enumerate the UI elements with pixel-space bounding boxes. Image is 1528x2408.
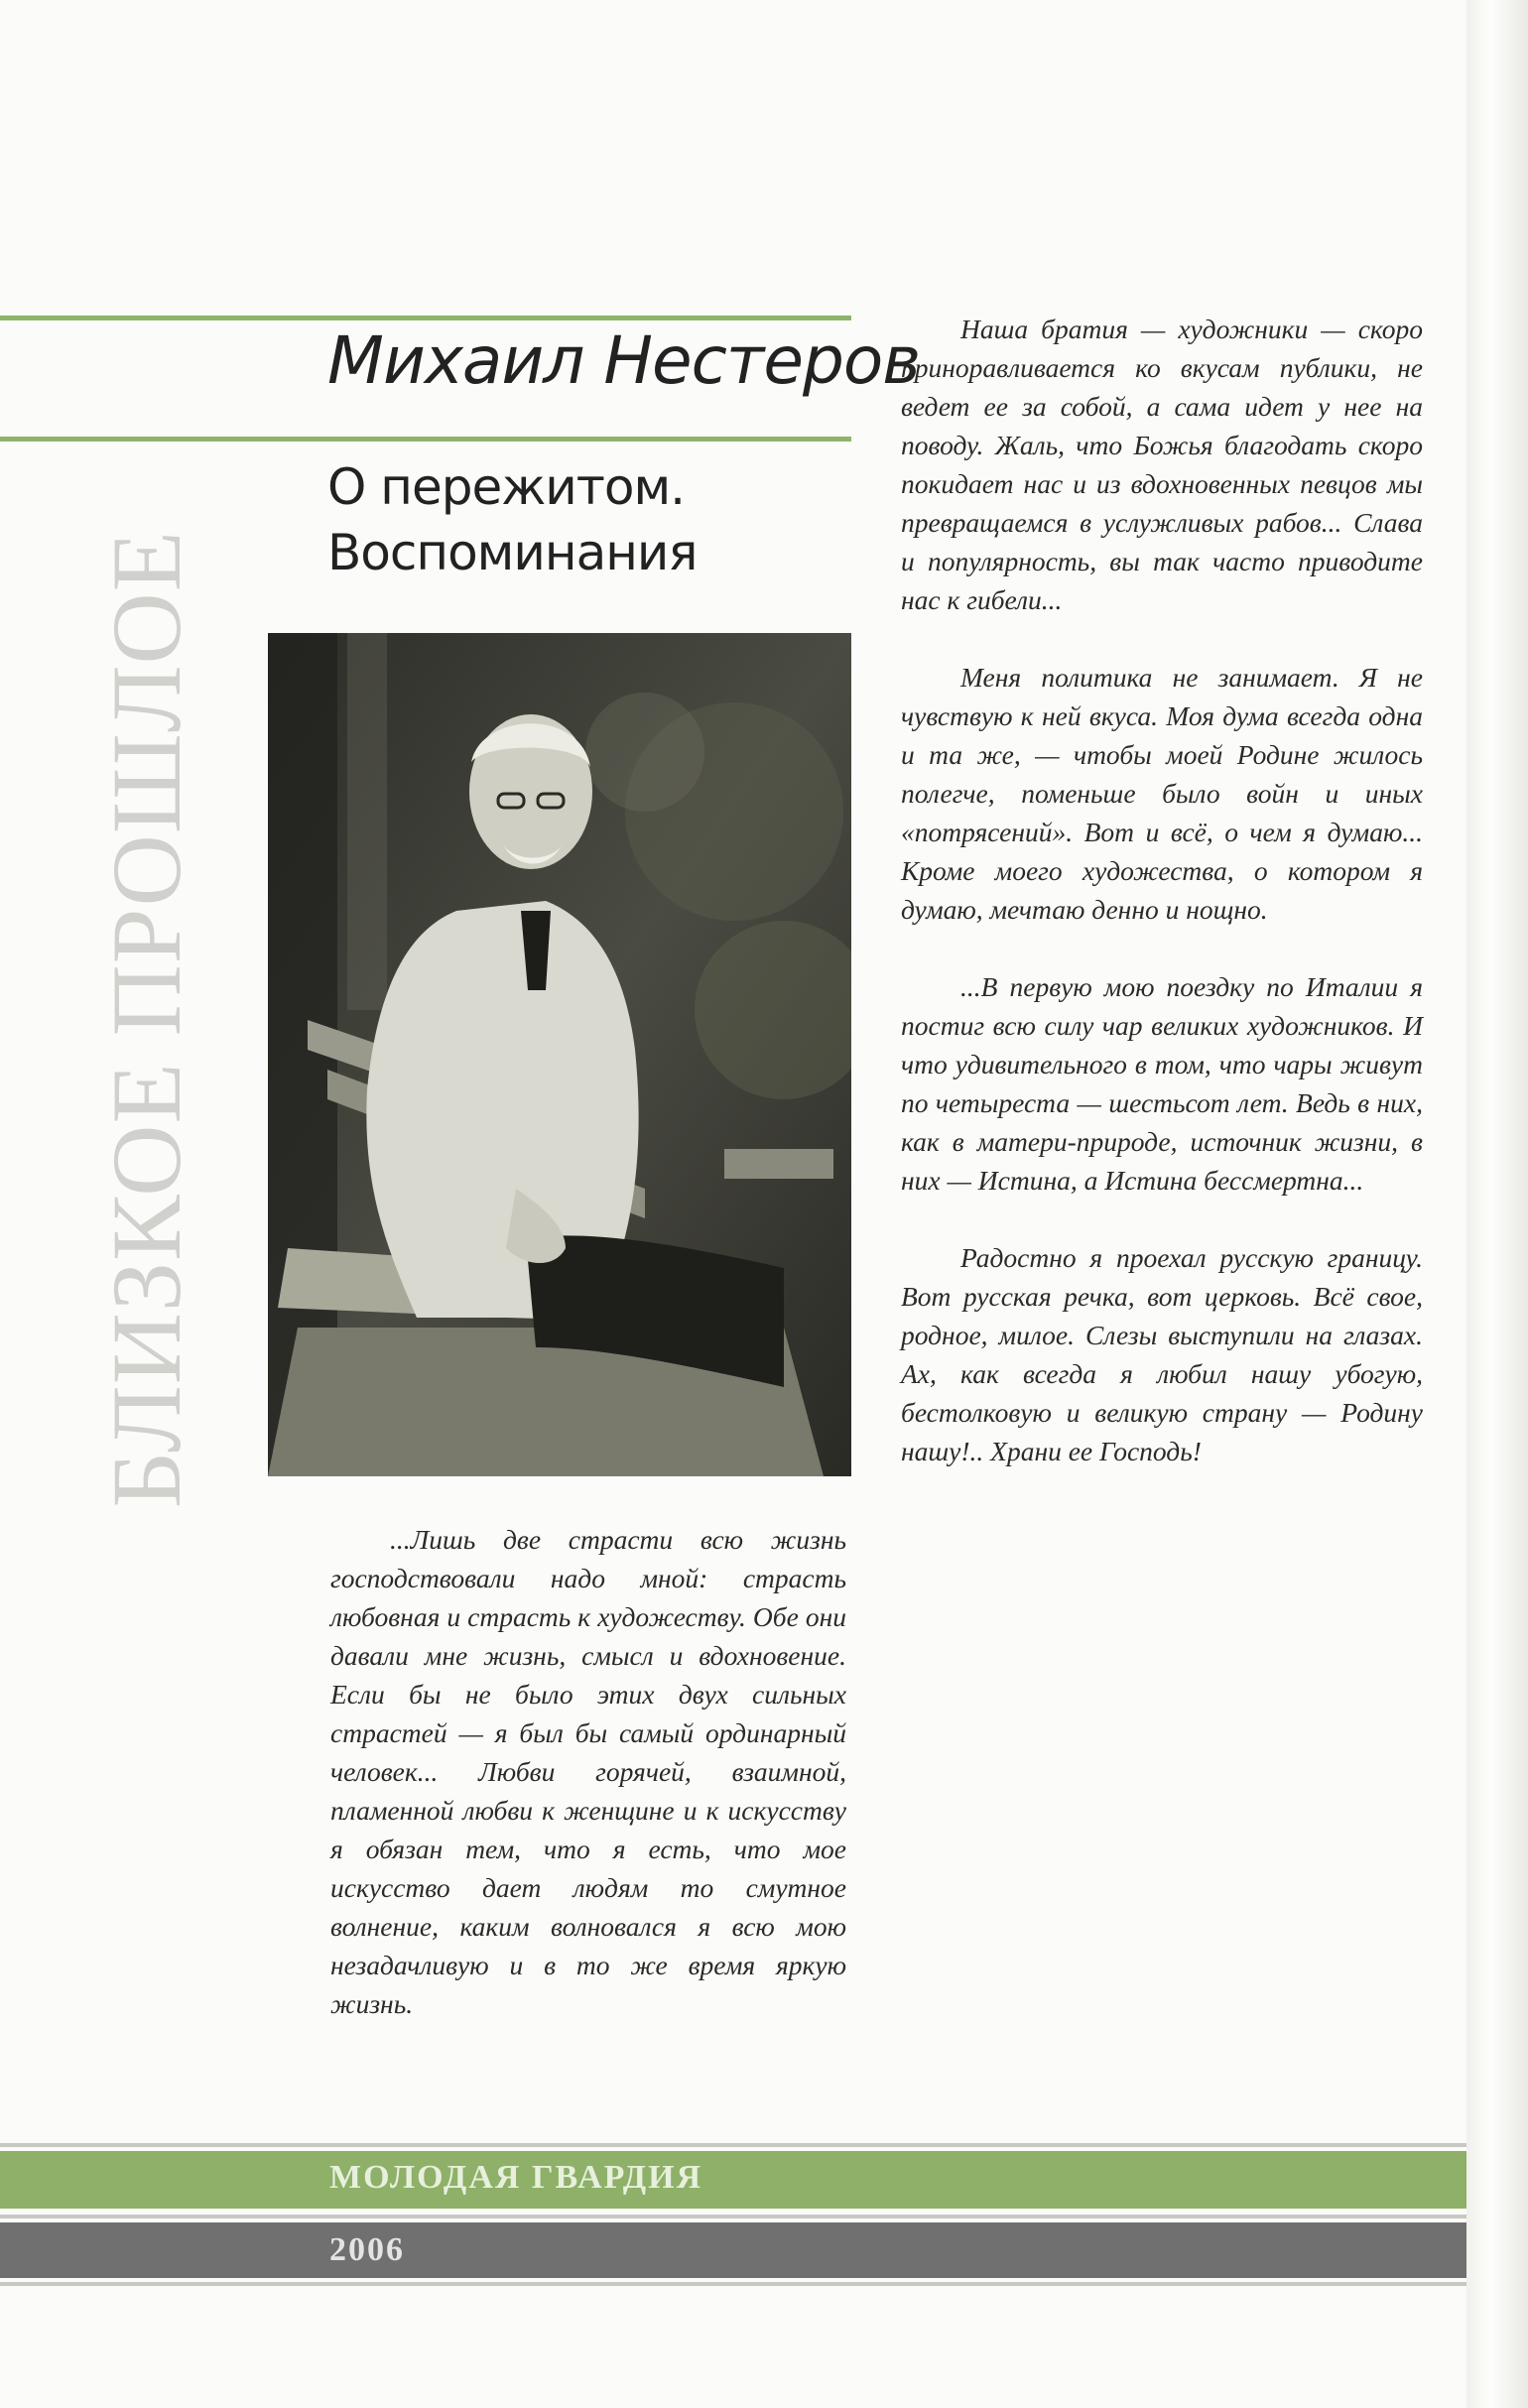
left-quote-paragraph: ...Лишь две страсти всю жизнь господствовали надо мной: страсть любовная и страсть к художеству. Обе они давали мне жизнь, смысл и вдохновение. Если бы не было этих двух сильных страстей — я был бы самый ординарный человек... Любви горячей, взаимной, пламенной любви к женщине и к искусству я обязан тем, что я есть, что мое искусство дает людям то смутное волнение, каким волновался я всю мою незадачливую и в то же время яркую жизнь.	[330, 1524, 846, 2019]
publisher-band	[0, 2151, 1466, 2209]
right-quote-column	[901, 310, 1423, 1509]
band-middle-rule	[0, 2215, 1466, 2218]
right-quote-paragraph-1: Наша братия — художники — скоро приноравливается ко вкусам публики, не ведет ее за собой, а сама идет у нее на поводу. Жаль, что Божья благодать скоро покидает нас и из вдохновенных певцов мы превращаемся в услужливых рабов... Слава и популярность, вы так часто приводите нас к гибели...	[901, 314, 1423, 615]
publication-year: 2006	[329, 2231, 405, 2268]
top-rule	[0, 316, 851, 320]
series-title: БЛИЗКОЕ ПРОШЛОЕ	[91, 530, 201, 1508]
band-bottom-rule	[0, 2282, 1466, 2286]
right-quote-paragraph-4: Радостно я проехал русскую границу. Вот русская речка, вот церковь. Всё свое, родное, милое. Слезы выступили на глазах. Ах, как всегда я любил нашу убогую, бестолковую и великую страну — Родину нашу!.. Храни ее Господь!	[901, 1242, 1423, 1466]
year-band	[0, 2222, 1466, 2278]
portrait-photo	[268, 633, 851, 1476]
band-top-rule	[0, 2143, 1466, 2147]
right-quote-paragraph-2: Меня политика не занимает. Я не чувствую к ней вкуса. Моя дума всегда одна и та же, — чтобы моей Родине жилось полегче, поменьше было войн и иных «потрясений». Вот и всё, о чем я думаю... Кроме моего художества, о котором я думаю, мечтаю денно и нощно.	[901, 662, 1423, 925]
spine-edge	[1466, 0, 1528, 2408]
middle-rule	[0, 437, 851, 442]
publisher-name: МОЛОДАЯ ГВАРДИЯ	[329, 2159, 703, 2196]
book-title	[327, 454, 843, 585]
author-name: Михаил Нестеров	[327, 322, 921, 399]
book-title-line-2: Воспоминания	[327, 524, 698, 581]
right-quote-paragraph-3: ...В первую мою поездку по Италии я постиг всю силу чар великих художников. И что удивительного в том, что чары живут по четыреста — шестьсот лет. Ведь в них, как в матери-природе, источник жизни, в них — Истина, а Истина бессмертна...	[901, 971, 1423, 1196]
book-title-line-1: О пережитом.	[327, 458, 686, 516]
left-quote	[330, 1520, 846, 2062]
